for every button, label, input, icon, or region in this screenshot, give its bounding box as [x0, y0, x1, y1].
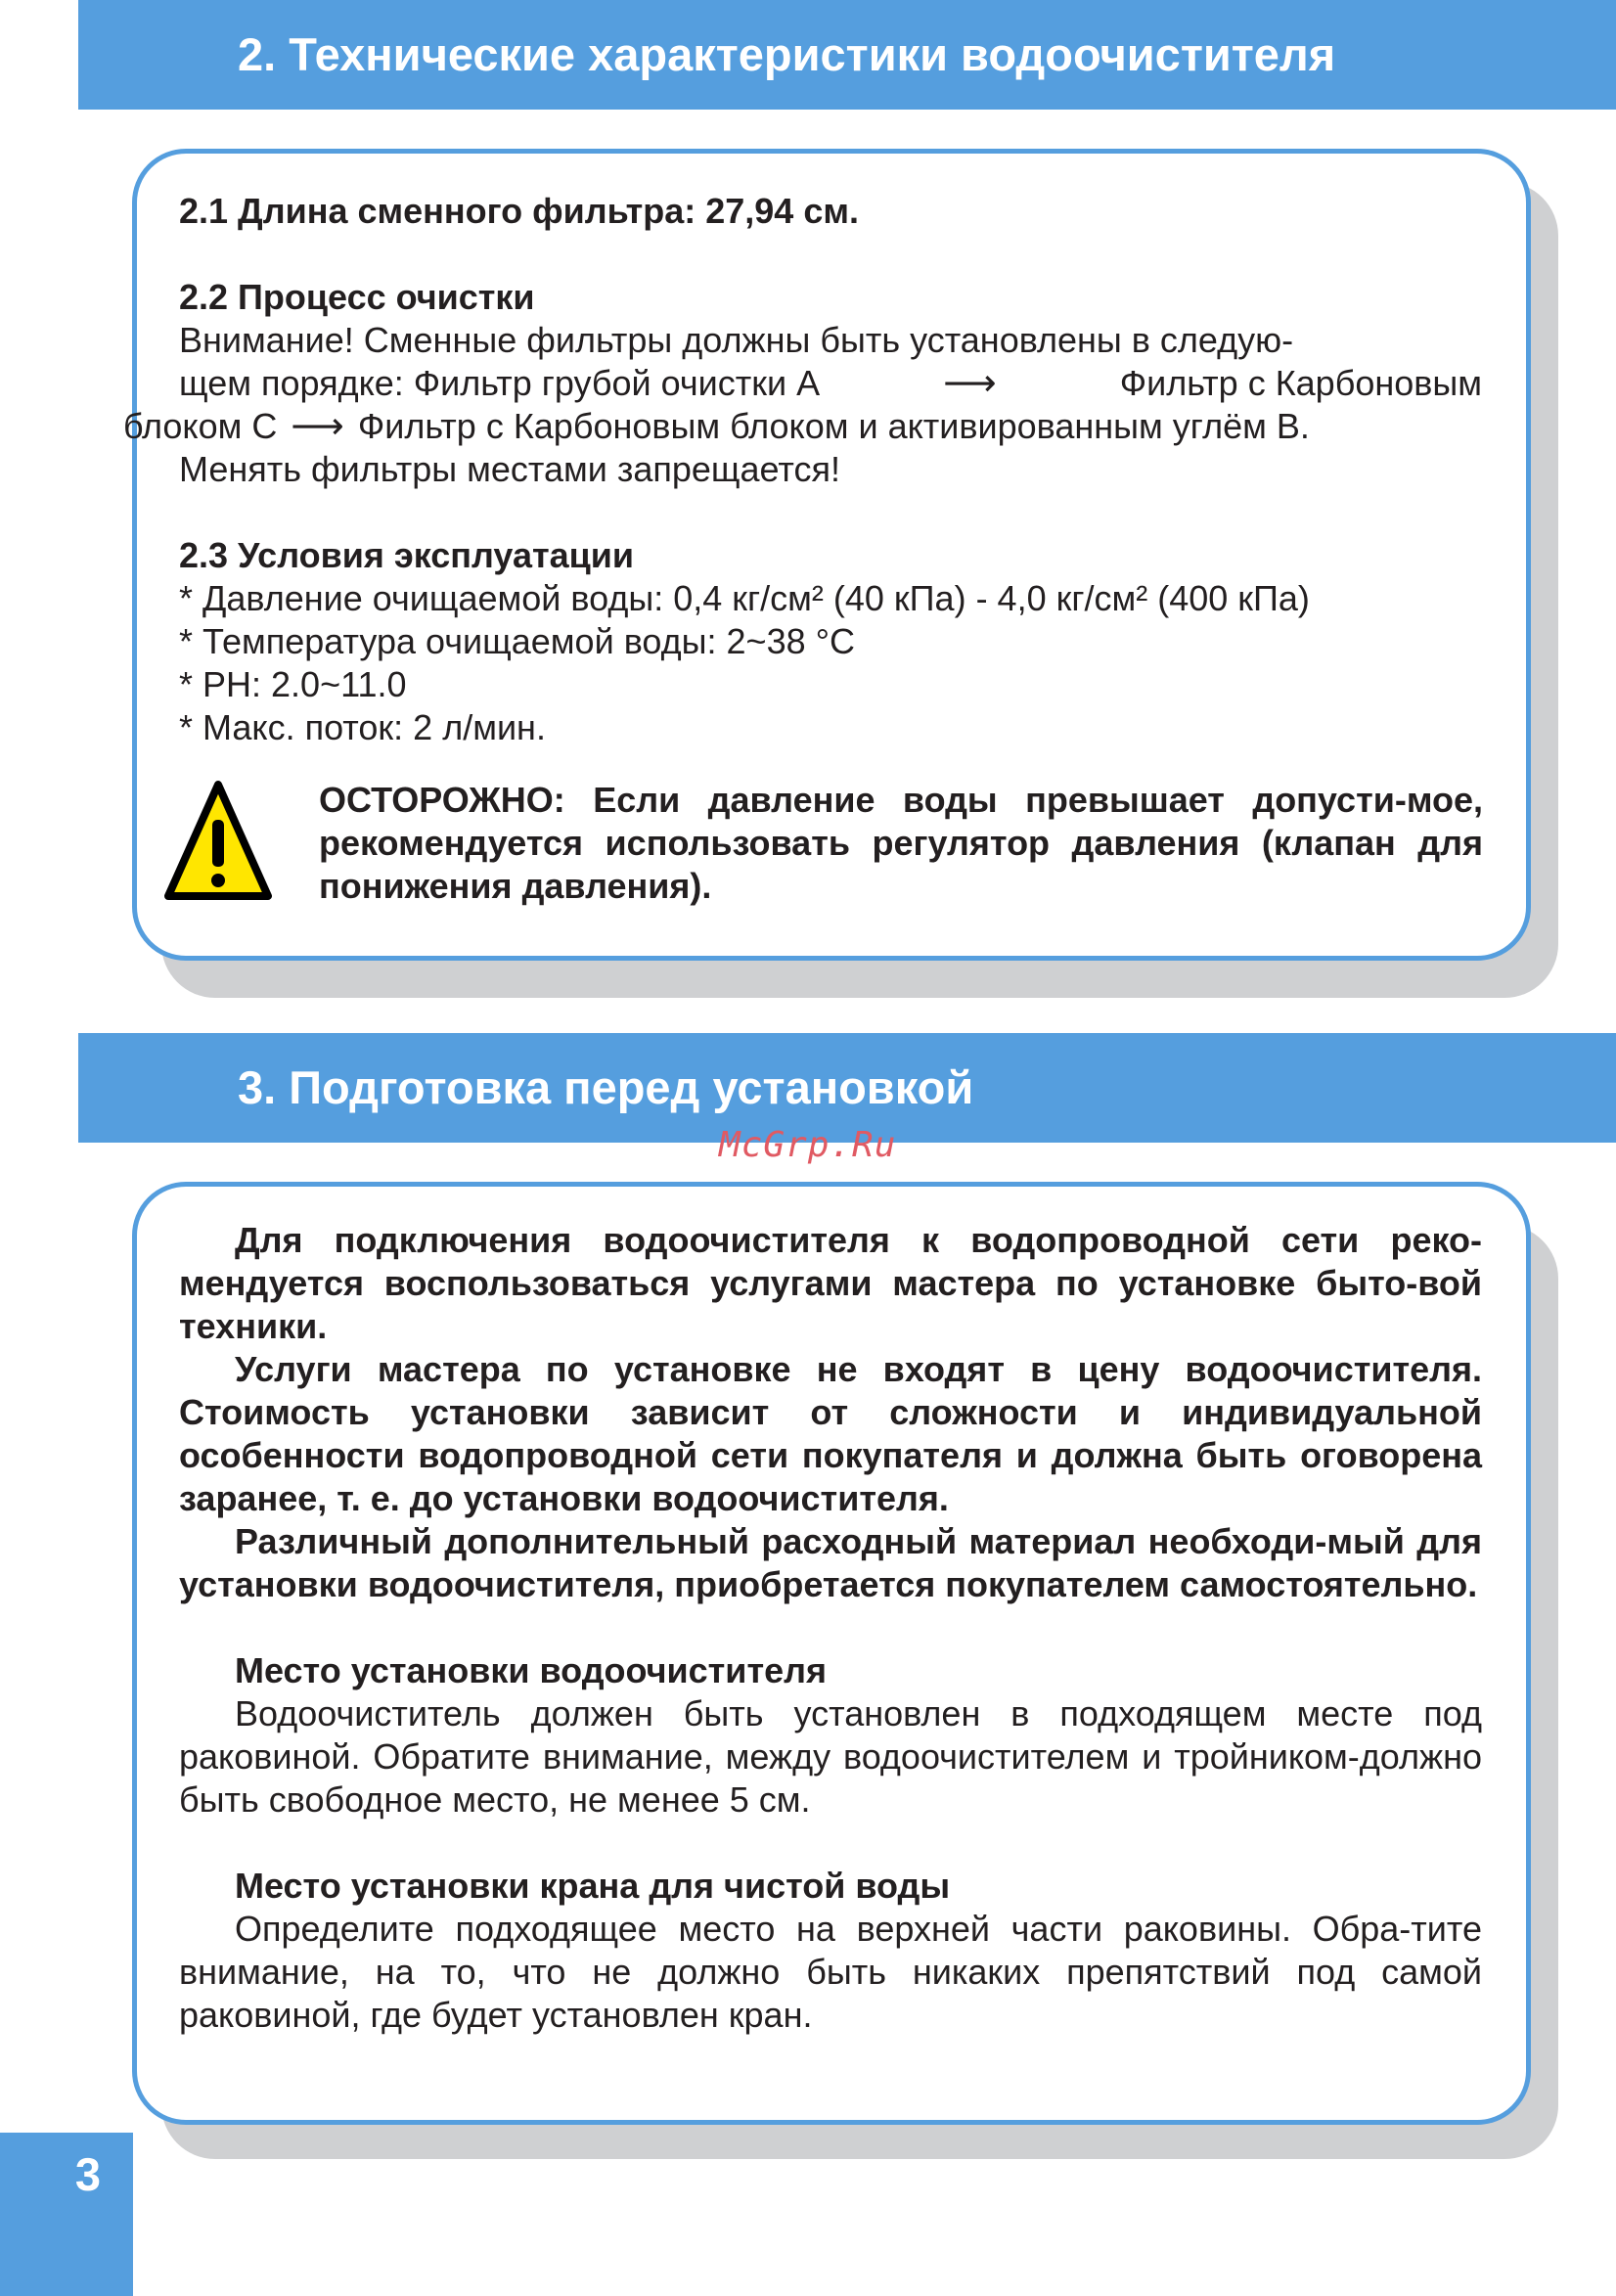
section-2-title: 2. Технические характеристики водоочистителя: [238, 28, 1336, 80]
cleaning-process-line3: блоком С ⟶ Фильтр с Карбоновым блоком и активированным углём В.: [123, 406, 1310, 447]
condition-item: * Температура очищаемой воды: 2~38 °С: [179, 621, 856, 661]
installer-paragraph: Для подключения водоочистителя к водопроводной сети реко-мендуется воспользоваться услугами мастера по установке быто-вой техники.: [179, 1220, 1482, 1346]
cleaning-process-note: Менять фильтры местами запрещается!: [179, 449, 840, 489]
condition-item: * Давление очищаемой воды: 0,4 кг/см² (40 кПа) - 4,0 кг/см² (400 кПа): [179, 578, 1310, 618]
tap-place-heading: Место установки крана для чистой воды: [235, 1866, 951, 1906]
arrow-icon: ⟶: [943, 363, 997, 404]
preparation-content: [179, 1219, 1482, 2037]
arrow-icon: ⟶: [291, 406, 344, 447]
watermark: McGrp.Ru: [719, 1125, 897, 1165]
filter-length: 2.1 Длина сменного фильтра: 27,94 см.: [179, 191, 859, 231]
purifier-place-text: Водоочиститель должен быть установлен в подходящем месте под раковиной. Обратите внимание, между водоочистителем и тройником-должно быть свободное место, не менее 5 см.: [179, 1693, 1482, 1820]
specs-content: [123, 190, 1482, 749]
condition-item: * PH: 2.0~11.0: [179, 664, 407, 704]
section-3-title: 3. Подготовка перед установкой: [238, 1061, 974, 1113]
tap-place-text: Определите подходящее место на верхней части раковины. Обра-тите внимание, на то, что не должно быть никаких препятствий под самой раковиной, где будет установлен кран.: [179, 1909, 1482, 2035]
cleaning-process-line2: щем порядке: Фильтр грубой очистки А ⟶ Фильтр с Карбоновым: [179, 363, 1482, 404]
cleaning-process-heading: 2.2 Процесс очистки: [179, 277, 535, 317]
operating-conditions-heading: 2.3 Условия эксплуатации: [179, 535, 635, 575]
section-2-header: [78, 0, 1616, 110]
warning-icon: [164, 779, 272, 902]
condition-item: * Макс. поток: 2 л/мин.: [179, 707, 546, 747]
page-number: 3: [74, 2148, 102, 2200]
materials-paragraph: Различный дополнительный расходный материал необходи-мый для установки водоочистителя, приобретается покупателем самостоятельно.: [179, 1521, 1482, 1604]
purifier-place-heading: Место установки водоочистителя: [235, 1650, 827, 1690]
caution-text: ОСТОРОЖНО: Если давление воды превышает допусти-мое, рекомендуется использовать регулятор давления (клапан для понижения давления).: [319, 780, 1483, 906]
cleaning-process-line1: Внимание! Сменные фильтры должны быть установлены в следую-: [179, 320, 1294, 360]
cost-paragraph: Услуги мастера по установке не входят в цену водоочистителя. Стоимость установки зависит от сложности и индивидуальной особенности водопроводной сети покупателя и должна быть оговорена заранее, т. е. до установки водоочистителя.: [179, 1349, 1482, 1518]
